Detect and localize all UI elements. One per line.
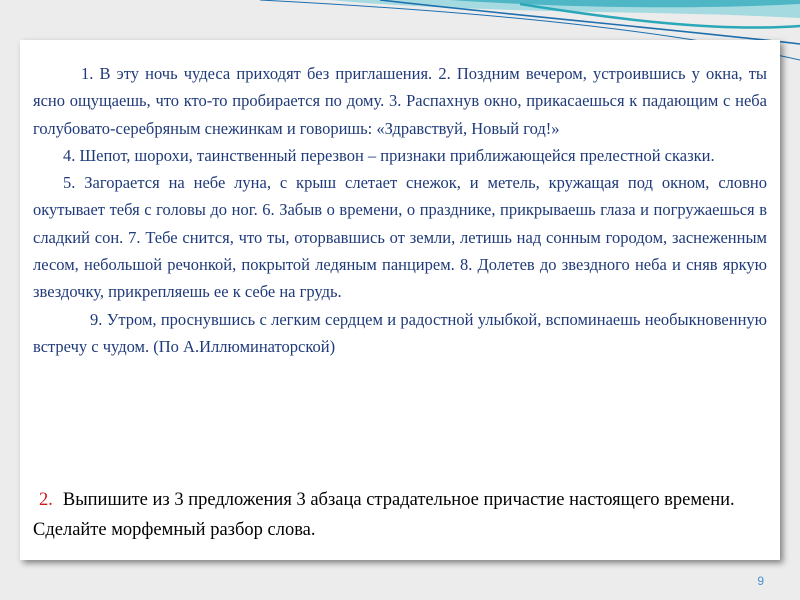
story-text bbox=[33, 60, 767, 360]
task-number: 2. bbox=[39, 490, 53, 510]
page-number: 9 bbox=[757, 574, 764, 588]
task-block bbox=[33, 485, 753, 545]
story-paragraph-2: 4. Шепот, шорохи, таинственный перезвон – признаки приближающейся прелестной сказки. bbox=[63, 145, 715, 165]
story-paragraph-4: 9. Утром, проснувшись с легким сердцем и радостной улыбкой, вспоминаешь необыкновенную встречу с чудом. (По А.Иллюминаторской) bbox=[33, 309, 767, 356]
task-text: Выпишите из 3 предложения 3 абзаца страдательное причастие настоящего времени. Сделайте морфемный разбор слова. bbox=[33, 490, 735, 540]
story-paragraph-3: 5. Загорается на небе луна, с крыш слетает снежок, и метель, кружащая под окном, словно окутывает тебя с головы до ног. 6. Забыв о времени, о празднике, прикрываешь глаза и погружаешься в сладкий сон. 7. Тебе снится, что ты, оторвавшись от земли, летишь над сонным городом, заснеженным лесом, небольшой речонкой, покрытой ледяным панцирем. 8. Долетев до звездного неба и сняв яркую звездочку, прикрепляешь ее к себе на грудь. bbox=[33, 173, 767, 302]
story-paragraph-1: 1. В эту ночь чудеса приходят без приглашения. 2. Поздним вечером, устроившись у окна, ты ясно ощущаешь, что кто-то пробирается по дому. 3. Распахнув окно, прикасаешься к падающим с неба голубовато-серебряным снежинкам и говоришь: «Здравствуй, Новый год!» bbox=[33, 64, 767, 138]
